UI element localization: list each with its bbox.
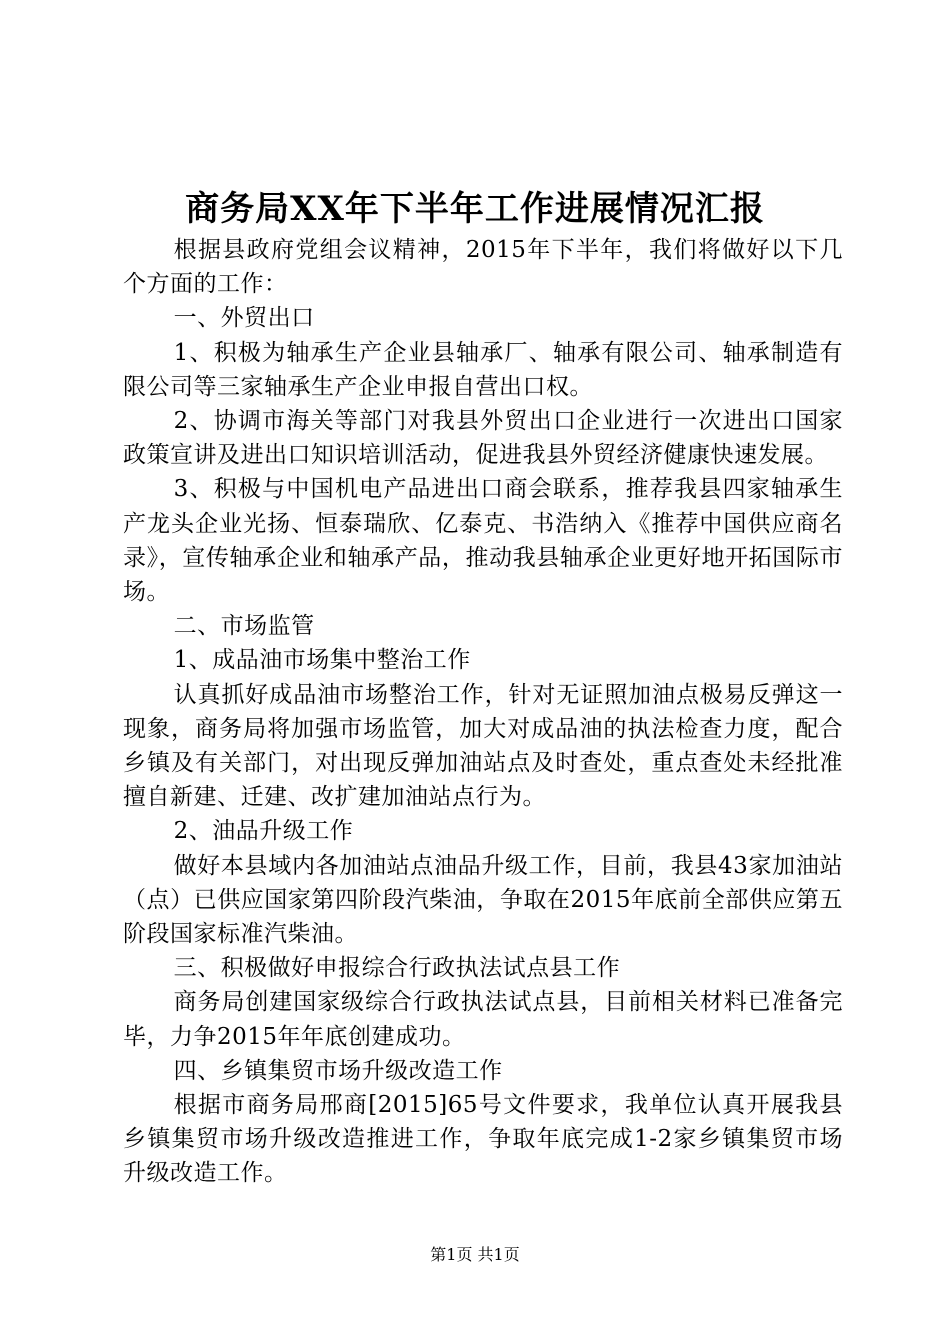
document-title: 商务局XX年下半年工作进展情况汇报 [185, 189, 765, 229]
subsection-heading: 1、成品油市场集中整治工作 [173, 647, 471, 674]
section-heading: 一、外贸出口 [173, 305, 315, 332]
paragraph: 1、积极为轴承生产企业县轴承厂、轴承有限公司、轴承制造有限公司等三家轴承生产企业申报自营出口权。 [123, 339, 843, 400]
paragraph: 3、积极与中国机电产品进出口商会联系，推荐我县四家轴承生产龙头企业光扬、恒泰瑞欣、亿泰克、书浩纳入《推荐中国供应商名录》，宣传轴承企业和轴承产品，推动我县轴承企业更好地开拓国际市场。 [123, 476, 843, 606]
section-heading: 二、市场监管 [173, 613, 315, 640]
section-heading: 三、积极做好申报综合行政执法试点县工作 [173, 955, 621, 982]
paragraph: 根据市商务局邢商[2015]65号文件要求，我单位认真开展我县乡镇集贸市场升级改造推进工作，争取年底完成1-2家乡镇集贸市场升级改造工作。 [123, 1092, 843, 1187]
paragraph: 2、协调市海关等部门对我县外贸出口企业进行一次进出口国家政策宣讲及进出口知识培训活动，促进我县外贸经济健康快速发展。 [123, 408, 843, 469]
section-heading: 四、乡镇集贸市场升级改造工作 [173, 1057, 503, 1084]
page-footer: 第1页 共1页 [430, 1245, 520, 1264]
paragraph: 商务局创建国家级综合行政执法试点县，目前相关材料已准备完毕，力争2015年年底创建成功。 [123, 989, 843, 1050]
paragraph: 做好本县域内各加油站点油品升级工作，目前，我县43家加油站（点）已供应国家第四阶段汽柴油，争取在2015年底前全部供应第五阶段国家标准汽柴油。 [123, 852, 843, 948]
paragraph: 认真抓好成品油市场整治工作，针对无证照加油点极易反弹这一现象，商务局将加强市场监管，加大对成品油的执法检查力度，配合乡镇及有关部门，对出现反弹加油站点及时查处，重点查处未经批准擅自新建、迁建、改扩建加油站点行为。 [123, 681, 843, 811]
subsection-heading: 2、油品升级工作 [173, 818, 354, 845]
document-body [123, 233, 843, 1191]
paragraph: 根据县政府党组会议精神，2015年下半年，我们将做好以下几个方面的工作： [123, 237, 843, 298]
